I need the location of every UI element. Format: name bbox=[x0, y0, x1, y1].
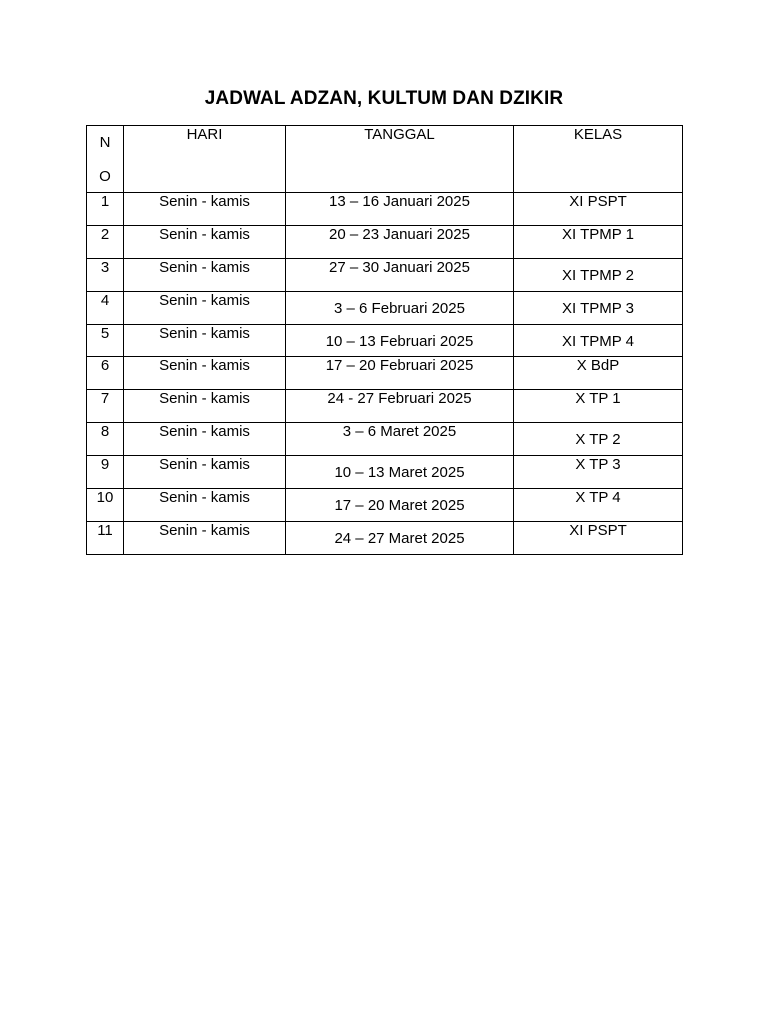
cell-no bbox=[87, 456, 124, 489]
cell-hari-text: Senin - kamis bbox=[159, 258, 250, 276]
cell-hari bbox=[124, 456, 286, 489]
cell-tanggal-text: 24 - 27 Februari 2025 bbox=[327, 390, 472, 408]
cell-kelas-text: X TP 4 bbox=[575, 489, 621, 507]
cell-no-text: 5 bbox=[100, 324, 110, 342]
cell-kelas bbox=[514, 225, 683, 258]
header-tanggal bbox=[286, 126, 514, 193]
table-row bbox=[87, 225, 683, 258]
cell-tanggal-text: 3 – 6 Maret 2025 bbox=[342, 423, 457, 441]
header-kelas-label: KELAS bbox=[573, 126, 623, 143]
cell-tanggal-text: 24 – 27 Maret 2025 bbox=[334, 529, 465, 547]
header-tanggal-label: TANGGAL bbox=[364, 126, 435, 143]
cell-tanggal bbox=[286, 225, 514, 258]
cell-kelas-text: X TP 2 bbox=[575, 431, 621, 449]
cell-hari bbox=[124, 390, 286, 423]
cell-hari bbox=[124, 225, 286, 258]
cell-kelas-text: XI PSPT bbox=[569, 193, 627, 210]
table-row bbox=[87, 456, 683, 489]
cell-tanggal bbox=[286, 390, 514, 423]
cell-kelas bbox=[514, 258, 683, 291]
table-row bbox=[87, 291, 683, 324]
cell-hari bbox=[124, 291, 286, 324]
table-row bbox=[87, 489, 683, 522]
cell-kelas-text: X BdP bbox=[576, 357, 620, 375]
cell-tanggal bbox=[286, 291, 514, 324]
table-row bbox=[87, 258, 683, 291]
cell-no bbox=[87, 357, 124, 390]
cell-tanggal bbox=[286, 324, 514, 357]
table-row bbox=[87, 423, 683, 456]
cell-tanggal-text: 10 – 13 Februari 2025 bbox=[325, 332, 474, 350]
page-title: JADWAL ADZAN, KULTUM DAN DZIKIR bbox=[204, 88, 564, 109]
cell-hari-text: Senin - kamis bbox=[159, 489, 250, 507]
cell-kelas bbox=[514, 521, 683, 554]
cell-tanggal-text: 27 – 30 Januari 2025 bbox=[329, 258, 470, 276]
cell-tanggal bbox=[286, 521, 514, 554]
cell-no-text: 2 bbox=[100, 225, 110, 243]
cell-no-text: 7 bbox=[100, 390, 110, 408]
cell-tanggal bbox=[286, 423, 514, 456]
cell-no bbox=[87, 390, 124, 423]
cell-hari bbox=[124, 489, 286, 522]
cell-no bbox=[87, 258, 124, 291]
cell-hari bbox=[124, 357, 286, 390]
header-kelas bbox=[514, 126, 683, 193]
table-row bbox=[87, 193, 683, 226]
cell-no bbox=[87, 324, 124, 357]
cell-no bbox=[87, 423, 124, 456]
cell-kelas-text: X TP 3 bbox=[575, 456, 621, 474]
cell-tanggal-text: 17 – 20 Maret 2025 bbox=[334, 497, 465, 515]
table-header-row bbox=[87, 126, 683, 193]
cell-no-text: 3 bbox=[100, 258, 110, 276]
header-no-line1: N bbox=[99, 134, 111, 151]
cell-tanggal-text: 17 – 20 Februari 2025 bbox=[325, 357, 474, 375]
header-no bbox=[87, 126, 124, 193]
cell-no-text: 1 bbox=[100, 193, 110, 210]
cell-hari bbox=[124, 423, 286, 456]
cell-hari-text: Senin - kamis bbox=[159, 193, 250, 210]
header-hari bbox=[124, 126, 286, 193]
cell-tanggal-text: 13 – 16 Januari 2025 bbox=[329, 193, 470, 210]
schedule-table bbox=[86, 125, 683, 555]
cell-hari-text: Senin - kamis bbox=[159, 423, 250, 441]
cell-kelas-text: XI TPMP 1 bbox=[562, 225, 634, 243]
cell-kelas-text: XI TPMP 2 bbox=[562, 266, 634, 284]
cell-no bbox=[87, 193, 124, 226]
cell-kelas-text: XI TPMP 4 bbox=[562, 332, 634, 350]
cell-no-text: 10 bbox=[96, 489, 114, 507]
cell-tanggal bbox=[286, 357, 514, 390]
table-row bbox=[87, 324, 683, 357]
cell-no bbox=[87, 291, 124, 324]
cell-hari bbox=[124, 324, 286, 357]
cell-hari bbox=[124, 521, 286, 554]
cell-tanggal-text: 3 – 6 Februari 2025 bbox=[334, 299, 465, 317]
cell-kelas bbox=[514, 390, 683, 423]
cell-tanggal bbox=[286, 489, 514, 522]
cell-tanggal bbox=[286, 258, 514, 291]
cell-hari bbox=[124, 193, 286, 226]
cell-kelas-text: XI PSPT bbox=[569, 521, 627, 539]
cell-hari-text: Senin - kamis bbox=[159, 390, 250, 408]
cell-no bbox=[87, 521, 124, 554]
cell-tanggal-text: 10 – 13 Maret 2025 bbox=[334, 464, 465, 482]
cell-hari-text: Senin - kamis bbox=[159, 456, 250, 474]
cell-no-text: 6 bbox=[100, 357, 110, 375]
cell-kelas-text: X TP 1 bbox=[575, 390, 621, 408]
cell-hari-text: Senin - kamis bbox=[159, 324, 250, 342]
cell-hari bbox=[124, 258, 286, 291]
header-no-line2: O bbox=[99, 168, 111, 185]
cell-no bbox=[87, 225, 124, 258]
cell-tanggal bbox=[286, 193, 514, 226]
cell-kelas bbox=[514, 324, 683, 357]
table-row bbox=[87, 390, 683, 423]
cell-hari-text: Senin - kamis bbox=[159, 357, 250, 375]
cell-hari-text: Senin - kamis bbox=[159, 225, 250, 243]
cell-kelas-text: XI TPMP 3 bbox=[562, 299, 634, 317]
cell-tanggal bbox=[286, 456, 514, 489]
cell-kelas bbox=[514, 423, 683, 456]
cell-kelas bbox=[514, 456, 683, 489]
cell-tanggal-text: 20 – 23 Januari 2025 bbox=[329, 225, 470, 243]
cell-hari-text: Senin - kamis bbox=[159, 291, 250, 309]
table-row bbox=[87, 521, 683, 554]
cell-no-text: 4 bbox=[100, 291, 110, 309]
cell-kelas bbox=[514, 193, 683, 226]
cell-kelas bbox=[514, 357, 683, 390]
cell-no-text: 11 bbox=[97, 521, 113, 539]
cell-hari-text: Senin - kamis bbox=[159, 521, 250, 539]
cell-no bbox=[87, 489, 124, 522]
cell-no-text: 8 bbox=[100, 423, 110, 441]
header-hari-label: HARI bbox=[186, 126, 223, 143]
cell-no-text: 9 bbox=[100, 456, 110, 474]
cell-kelas bbox=[514, 291, 683, 324]
cell-kelas bbox=[514, 489, 683, 522]
table-row bbox=[87, 357, 683, 390]
